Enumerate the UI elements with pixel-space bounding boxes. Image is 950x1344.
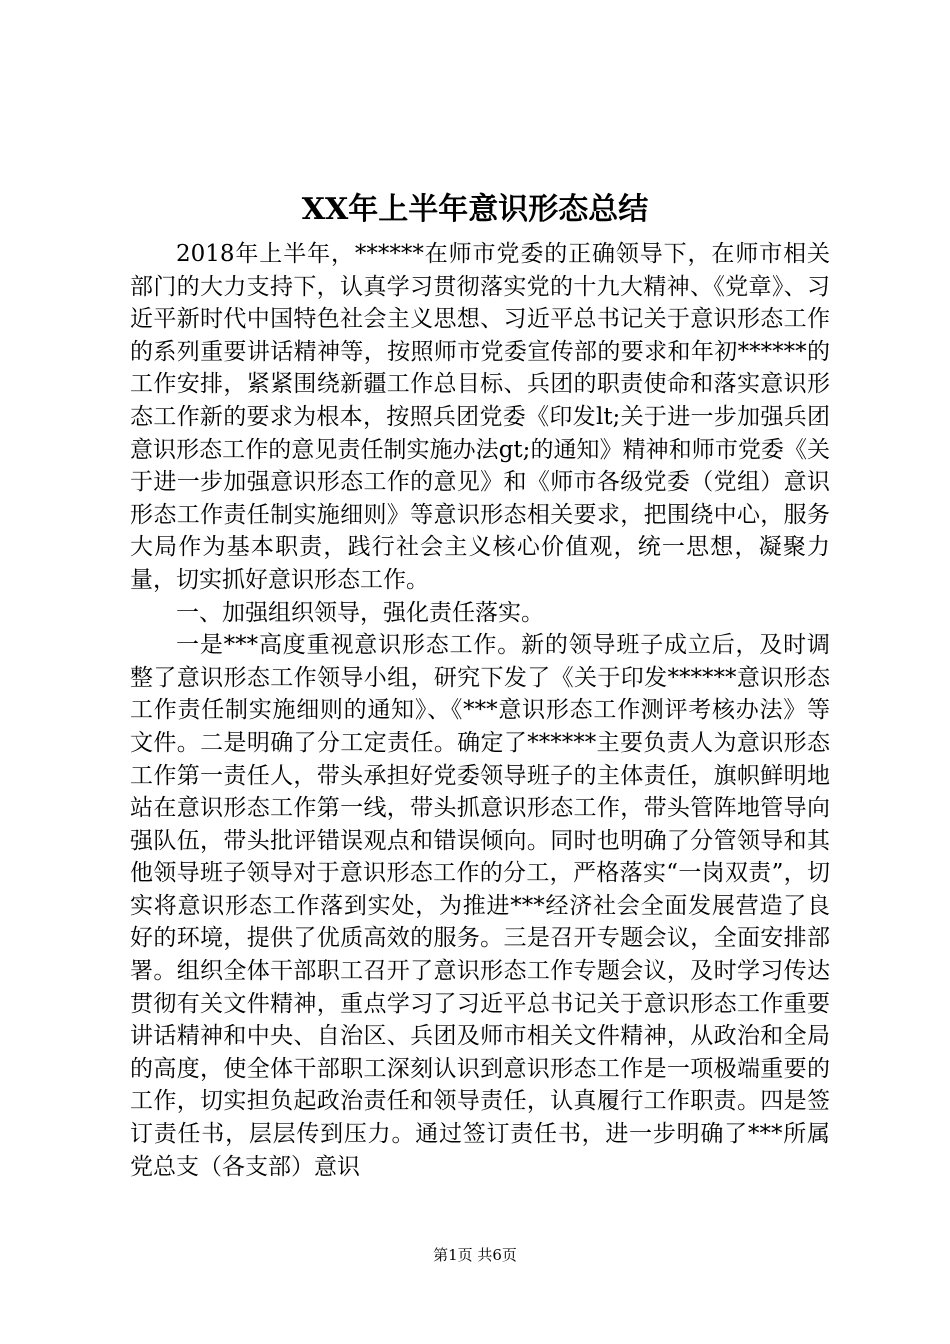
section-heading: 一、加强组织领导，强化责任落实。 xyxy=(176,599,544,626)
page-footer: 第1页 共6页 xyxy=(433,1246,517,1264)
document-title: XX年上半年意识形态总结 xyxy=(301,192,649,227)
section-paragraph: 一是***高度重视意识形态工作。新的领导班子成立后，及时调整了意识形态工作领导小组，研究下发了《关于印发******意识形态工作责任制实施细则的通知》、《***意识形态工作测评考核办法》等文件。二是明确了分工定责任。确定了******主要负责人为意识形态工作第一责任人，带头承担好党委领导班子的主体责任，旗帜鲜明地站在意识形态工作第一线，带头抓意识形态工作，带头管阵地管导向强队伍，带头批评错误观点和错误倾向。同时也明确了分管领导和其他领导班子领导对于意识形态工作的分工，严格落实“一岗双责”，切实将意识形态工作落到实处，为推进***经济社会全面发展营造了良好的环境，提供了优质高效的服务。三是召开专题会议，全面安排部署。组织全体干部职工召开了意识形态工作专题会议，及时学习传达贯彻有关文件精神，重点学习了习近平总书记关于意识形态工作重要讲话精神和中央、自治区、兵团及师市相关文件精神，从政治和全局的高度，使全体干部职工深刻认识到意识形态工作是一项极端重要的工作，切实担负起政治责任和领导责任，认真履行工作职责。四是签订责任书，层层传到压力。通过签订责任书，进一步明确了***所属党总支（各支部）意识 xyxy=(130,632,830,1180)
intro-paragraph: 2018年上半年，******在师市党委的正确领导下，在师市相关部门的大力支持下，认真学习贯彻落实党的十九大精神、《党章》、习近平新时代中国特色社会主义思想、习近平总书记关于意识形态工作的系列重要讲话精神等，按照师市党委宣传部的要求和年初******的工作安排，紧紧围绕新疆工作总目标、兵团的职责使命和落实意识形态工作新的要求为根本，按照兵团党委《印发lt;关于进一步加强兵团意识形态工作的意见责任制实施办法gt;的通知》精神和师市党委《关于进一步加强意识形态工作的意见》和《师市各级党委（党组）意识形态工作责任制实施细则》等意识形态相关要求，把围绕中心，服务大局作为基本职责，践行社会主义核心价值观，统一思想，凝聚力量，切实抓好意识形态工作。 xyxy=(130,241,830,593)
document-body xyxy=(130,238,830,1183)
